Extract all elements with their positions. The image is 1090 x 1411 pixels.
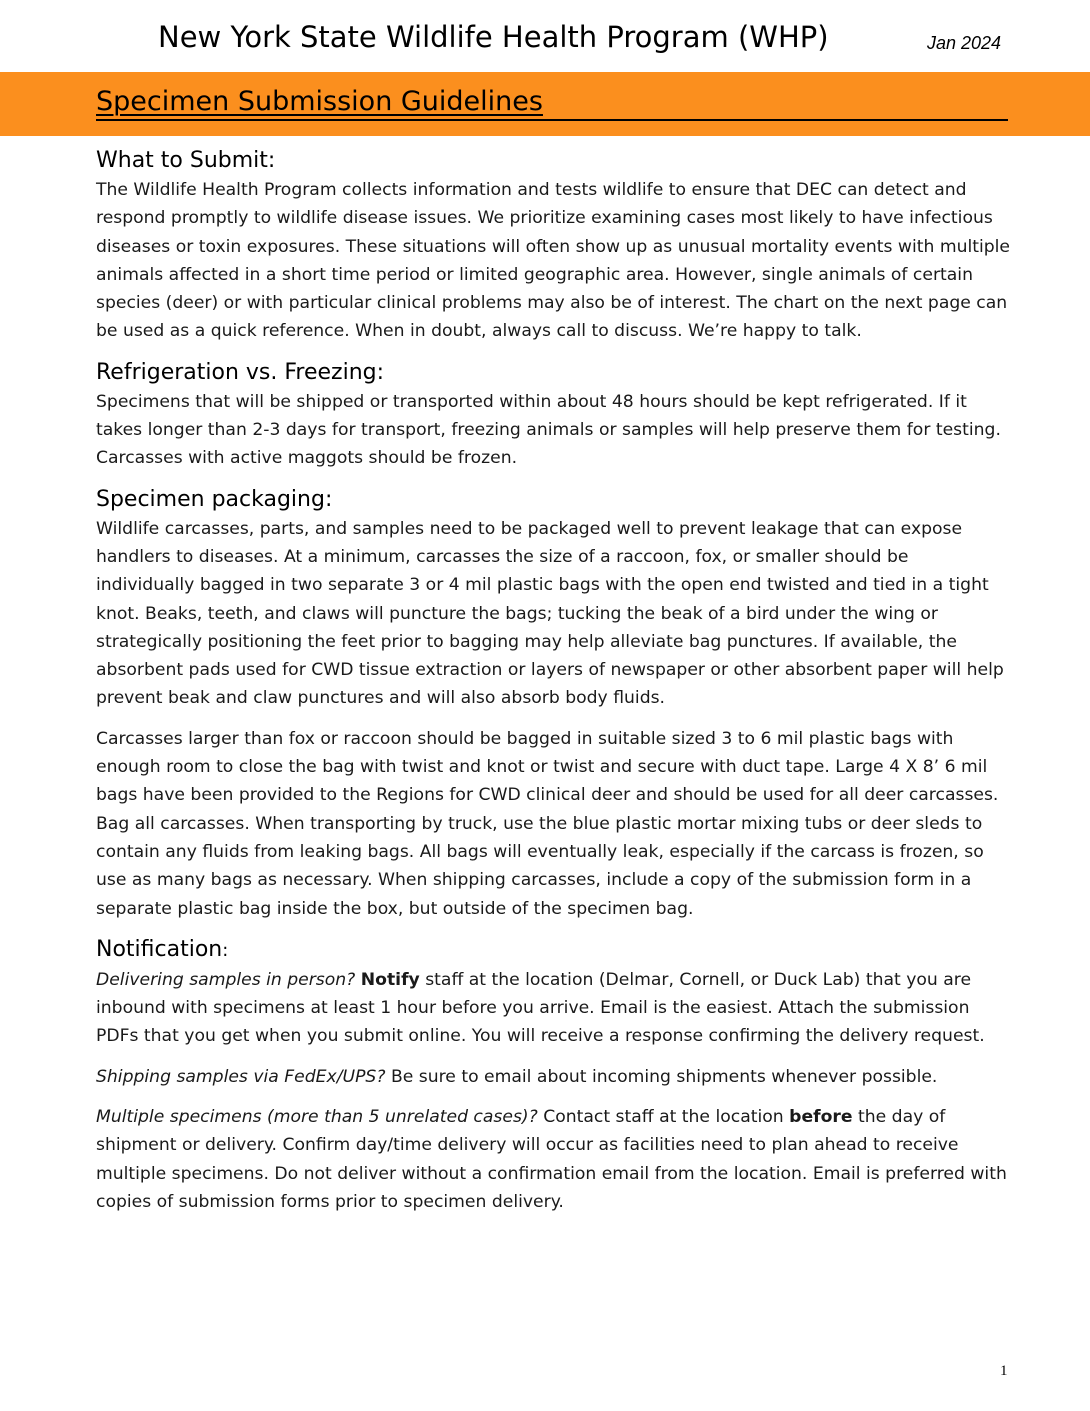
in-person-paragraph: Delivering samples in person? Notify staff at the location (Delmar, Cornell, or Duck Lab) that you are inbound with specimens at least 1 hour before you arrive. Email is the easiest. Attach the submission PDFs that you get when you submit online. You will receive a response confirming the delivery request.: [96, 969, 985, 1047]
section-heading: Notification:: [96, 936, 229, 962]
page-title: Specimen Submission Guidelines: [96, 86, 1008, 121]
section-paragraph: The Wildlife Health Program collects information and tests wildlife to ensure that DEC can detect and respond promptly to wildlife disease issues. We prioritize examining cases most likely to have infectious diseases or toxin exposures. These situations will often show up as unusual mortality events with multiple animals affected in a short time period or limited geographic area. However, single animals of certain species (deer) or with particular clinical problems may also be of interest. The chart on the next page can be used as a quick reference. When in doubt, always call to discuss. We’re happy to talk.: [96, 180, 1011, 342]
section-heading: Refrigeration vs. Freezing:: [96, 359, 385, 385]
section-what-to-submit: [96, 146, 1012, 346]
section-notification: [96, 935, 1012, 1216]
section-packaging: [96, 485, 1012, 923]
program-title: New York State Wildlife Health Program (WHP): [158, 20, 829, 54]
section-heading: What to Submit:: [96, 148, 276, 173]
title-banner: [0, 72, 1090, 136]
section-paragraph: Carcasses larger than fox or raccoon should be bagged in suitable sized 3 to 6 mil plastic bags with enough room to close the bag with twist and knot or twist and secure with duct tape. Large 4 X 8’ 6 mil bags have been provided to the Regions for CWD clinical deer and should be used for all deer carcasses. Bag all carcasses. When transporting by truck, use the blue plastic mortar mixing tubs or deer sleds to contain any fluids from leaking bags. All bags will eventually leak, especially if the carcass is frozen, so use as many bags as necessary. When shipping carcasses, include a copy of the submission form in a separate plastic bag inside the box, but outside of the specimen bag.: [96, 728, 999, 919]
document-date: Jan 2024: [927, 33, 1002, 53]
document-header: [0, 0, 1090, 72]
shipping-paragraph: Shipping samples via FedEx/UPS? Be sure to email about incoming shipments whenever possible.: [96, 1066, 938, 1087]
section-refrigeration: [96, 358, 1012, 473]
section-paragraph: Specimens that will be shipped or transported within about 48 hours should be kept refrigerated. If it takes longer than 2-3 days for transport, freezing animals or samples will help preserve them for testing. Carcasses with active maggots should be frozen.: [96, 391, 1001, 469]
section-heading: Specimen packaging:: [96, 486, 333, 512]
page-number: 1: [1000, 1363, 1008, 1379]
section-paragraph: Wildlife carcasses, parts, and samples need to be packaged well to prevent leakage that can expose handlers to diseases. At a minimum, carcasses the size of a raccoon, fox, or smaller should be individually bagged in two separate 3 or 4 mil plastic bags with the open end twisted and tied in a tight knot. Beaks, teeth, and claws will puncture the bags; tucking the beak of a bird under the wing or strategically positioning the feet prior to bagging may help alleviate bag punctures. If available, the absorbent pads used for CWD tissue extraction or layers of newspaper or other absorbent paper will help prevent beak and claw punctures and will also absorb body fluids.: [96, 518, 1004, 709]
document-body: [96, 146, 1012, 1228]
multiple-specimens-paragraph: Multiple specimens (more than 5 unrelated cases)? Contact staff at the location before the day of shipment or delivery. Confirm day/time delivery will occur as facilities need to plan ahead to receive multiple specimens. Do not deliver without a confirmation email from the location. Email is preferred with copies of submission forms prior to specimen delivery.: [96, 1107, 1007, 1212]
